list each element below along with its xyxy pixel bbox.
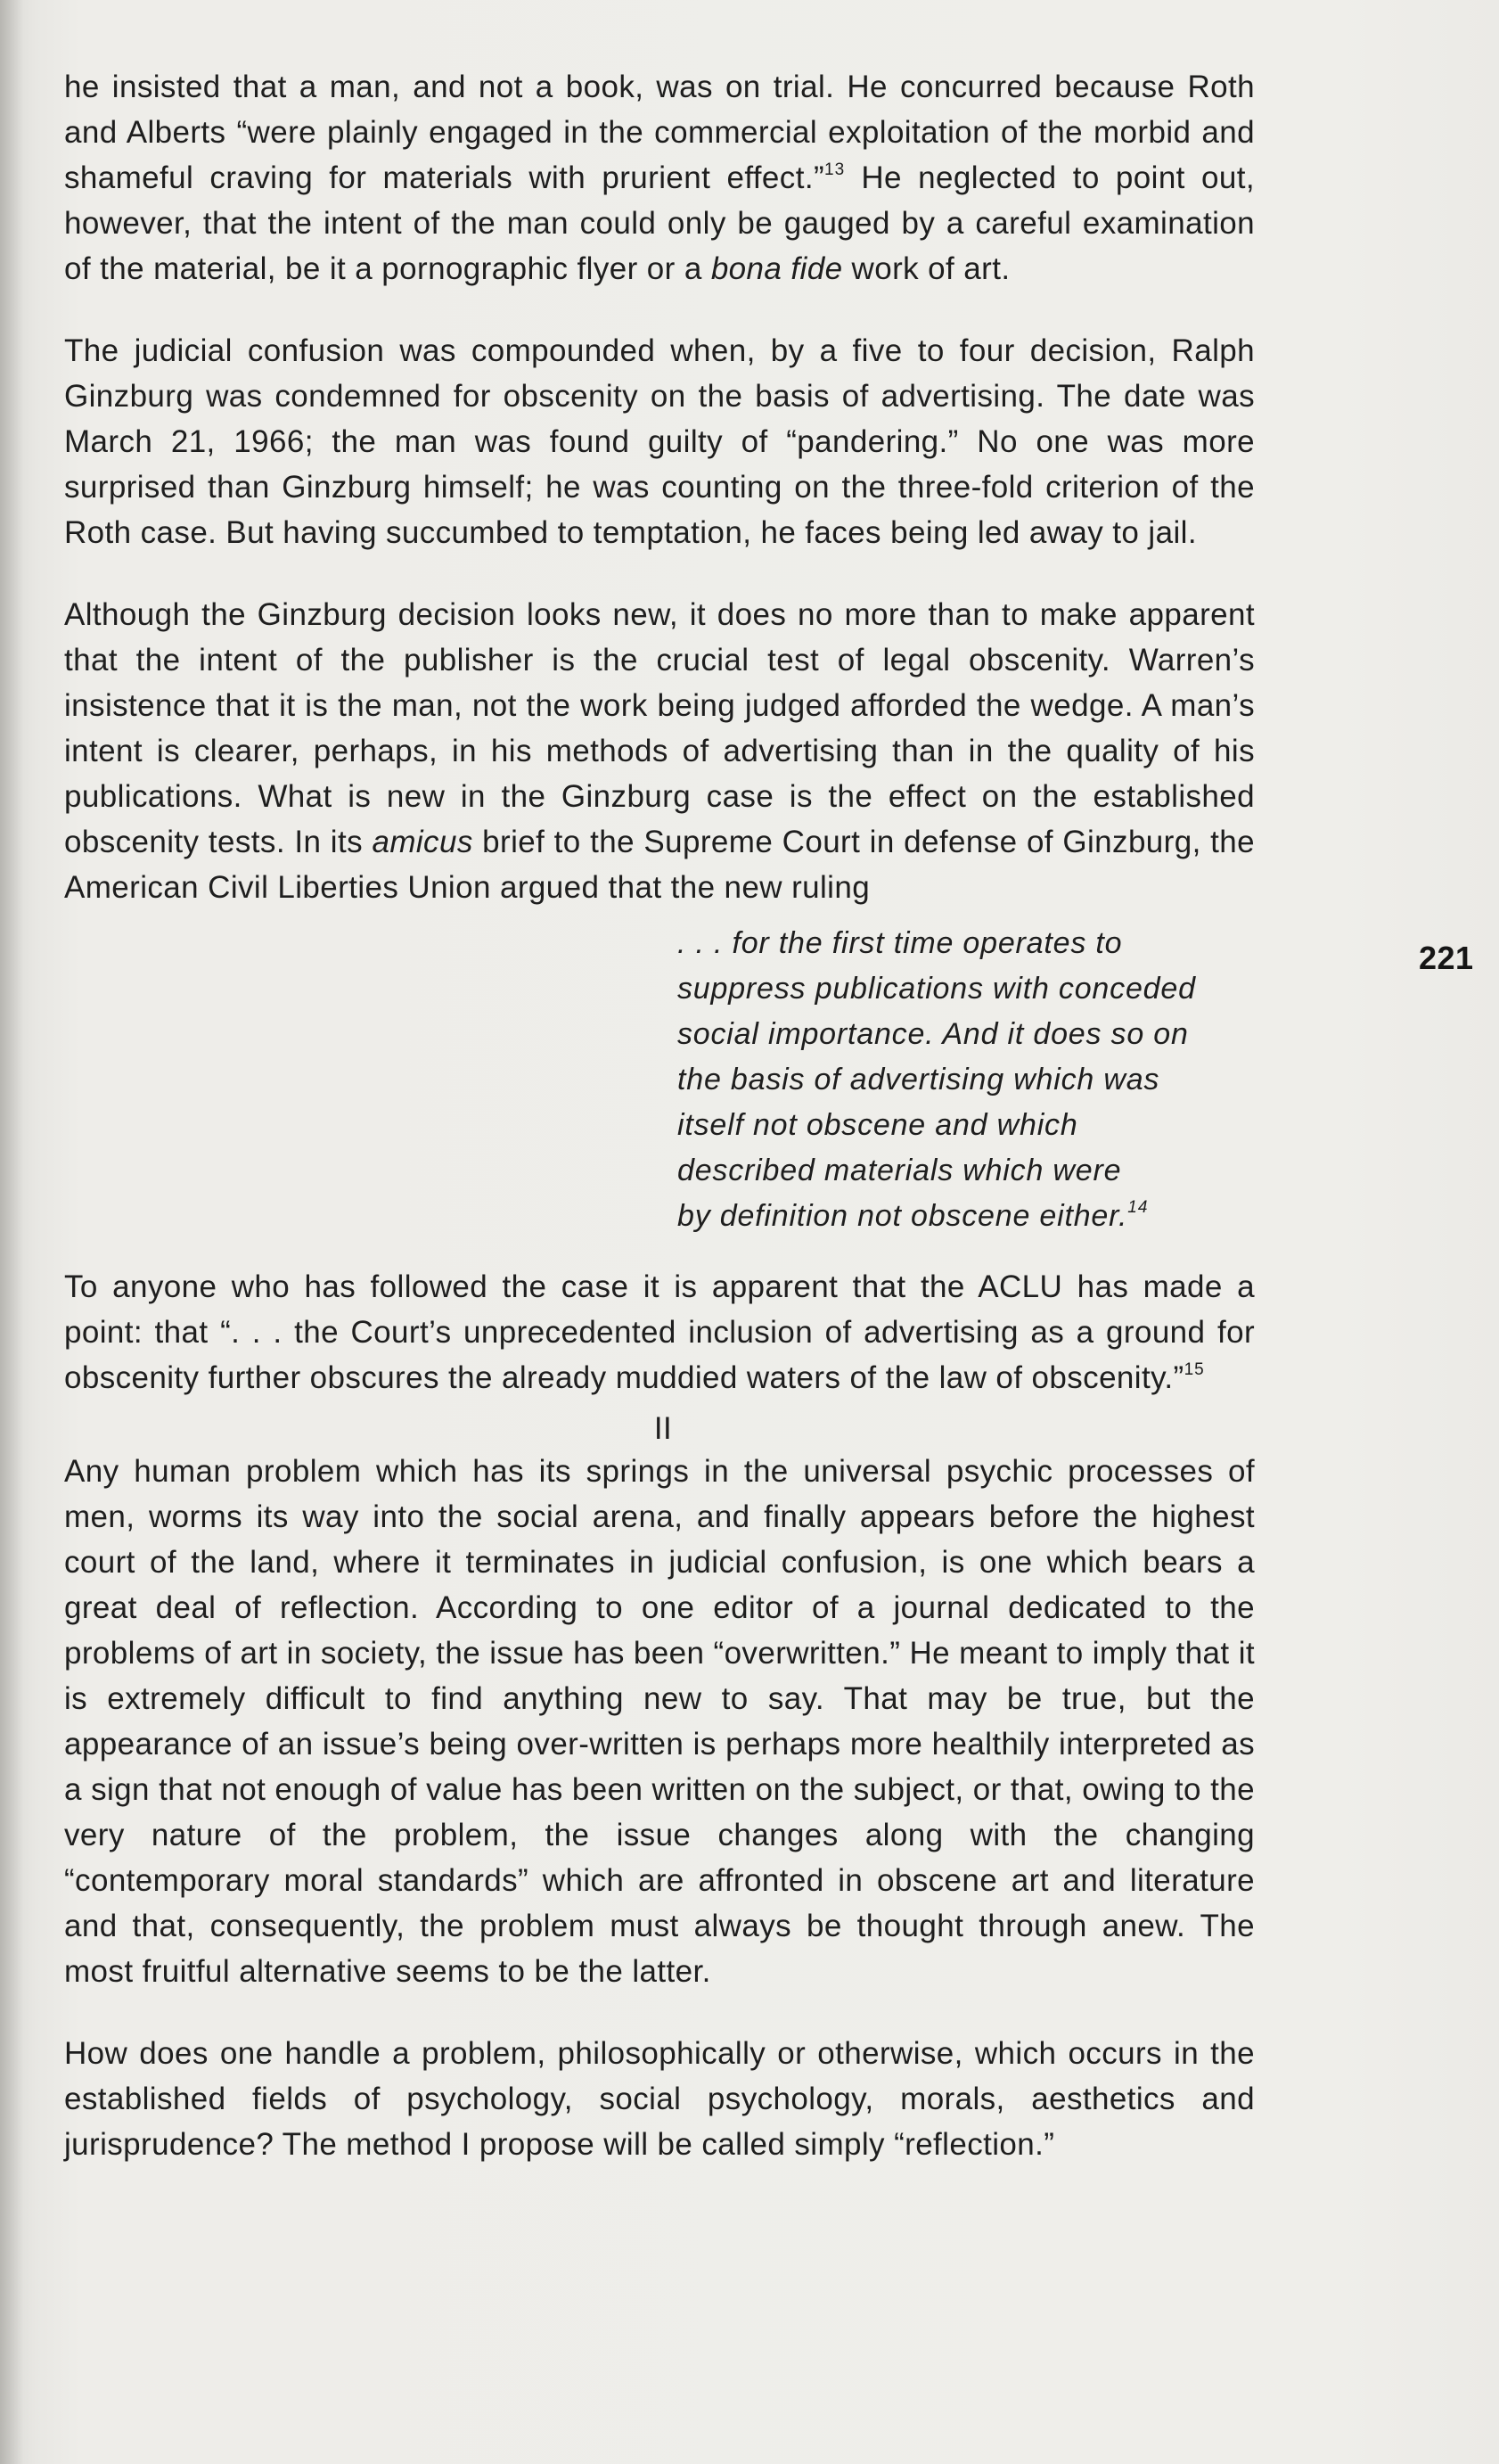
paragraph-5: Any human problem which has its springs in the universal psychic processes of men, worms its way into the social arena, and finally appears before the highest court of the land, where it terminates in judicial confusion, is one which bears a great deal of reflection. According to one editor of a journal dedicated to the problems of art in society, the issue has been “overwritten.” He meant to imply that it is extremely difficult to find anything new to say. That may be true, but the appearance of an issue’s being over-written is perhaps more healthily interpreted as a sign that not enough of value has been written on the subject, or that, owing to the very nature of the problem, the issue changes along with the changing “contemporary moral standards” which are affronted in obscene art and literature and that, consequently, the problem must always be thought through anew. The most fruitful alternative seems to be the latter. (64, 1454, 1255, 1989)
paragraph-3-text-start: Although the Ginzburg decision looks new, it does no more than to make apparent that the intent of the publisher is the crucial test of legal obscenity. Warren’s insistence that it is the man, not the work being judged afforded the wedge. A man’s intent is clearer, perhaps, in his methods of advertising than in the quality of his publications. What is new in the Ginzburg case is the effect on the established obscenity tests. In its (64, 597, 1255, 859)
block-quote-aclu (677, 921, 1266, 1239)
quote-line: social importance. And it does so on (677, 1017, 1189, 1051)
quote-line-text: by definition not obscene either. (677, 1199, 1128, 1233)
footnote-ref-14: 14 (1127, 1198, 1149, 1217)
quote-line: the basis of advertising which was (677, 1063, 1160, 1096)
quote-line: described materials which were (677, 1154, 1122, 1187)
paragraph-3-text-end: brief to the Supreme Court in defense of Ginzburg, the American Civil Liberties Union argued that the new ruling (64, 825, 1256, 905)
paragraph-3 (64, 592, 1255, 910)
paragraph-spacer (64, 1239, 1255, 1264)
page-number: 221 (1419, 940, 1474, 976)
page-gutter-shadow (0, 0, 23, 2464)
paragraph-6: How does one handle a problem, philosophically or otherwise, which occurs in the established fields of psychology, social psychology, morals, aesthetics and jurisprudence? The method I propose will be called simply “reflection.” (64, 2036, 1255, 2162)
quote-line: itself not obscene and which (677, 1108, 1078, 1142)
quote-line-last (677, 1194, 1266, 1239)
quote-line: suppress publications with conceded (677, 972, 1196, 1006)
paragraph-spacer (64, 555, 1255, 592)
italic-bona-fide: bona fide (710, 251, 843, 286)
paragraph-1-text-end: work of art. (842, 251, 1011, 286)
paragraph-1-text-start: he insisted that a man, and not a book, was on trial. He concurred because Roth and Alberts “were plainly engaged in the commercial exploitation of the morbid and shameful craving for materials with prurient effect.” (64, 70, 1255, 195)
italic-amicus: amicus (372, 825, 473, 859)
footnote-ref-15: 15 (1184, 1360, 1205, 1379)
paragraph-spacer (64, 292, 1255, 328)
quote-line: . . . for the first time operates to (677, 926, 1123, 960)
body-text (64, 64, 1255, 2167)
footnote-ref-13: 13 (824, 160, 846, 179)
paragraph-4 (64, 1264, 1255, 1400)
paragraph-2: The judicial confusion was compounded when, by a five to four decision, Ralph Ginzburg was condemned for obscenity on the basis of advertising. The date was March 21, 1966; the man was found guilty of “pandering.” No one was more surprised than Ginzburg himself; he was counting on the three-fold criterion of the Roth case. But having succumbed to temptation, he faces being led away to jail. (64, 333, 1255, 550)
section-heading-numeral: II (653, 1411, 673, 1446)
paragraph-1-text-middle: He neglected to point out, however, that the intent of the man could only be gauged by a careful examination of the material, be it a pornographic flyer or a (64, 160, 1255, 286)
paragraph-1 (64, 64, 1255, 292)
paragraph-spacer (64, 1994, 1255, 2031)
paragraph-4-text: To anyone who has followed the case it is apparent that the ACLU has made a point: that “. . . the Court’s unprecedented inclusion of advertising as a ground for obscenity further obscures the already muddied waters of the law of obscenity.” (64, 1269, 1255, 1395)
